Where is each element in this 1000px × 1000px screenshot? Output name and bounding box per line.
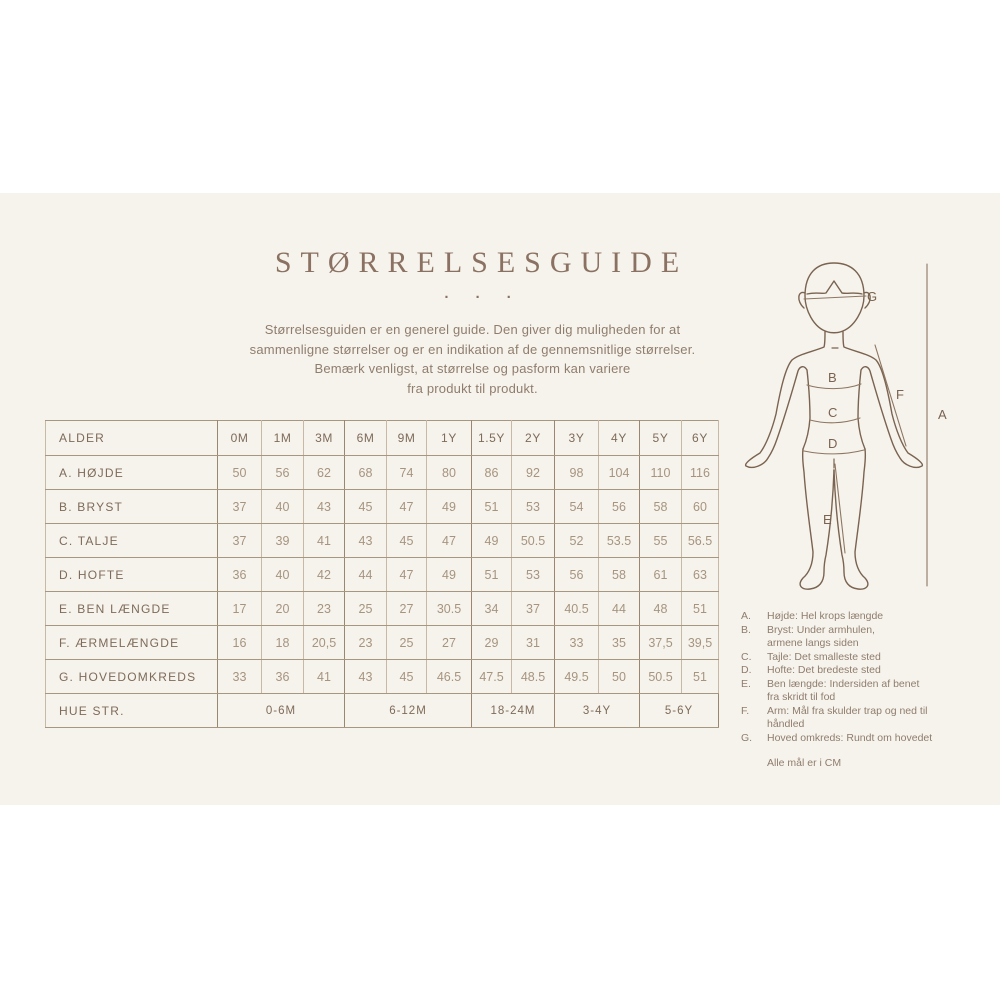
value-cell: 52 (555, 524, 599, 558)
value-cell: 40 (262, 490, 304, 524)
value-cell: 51 (472, 490, 512, 524)
value-cell: 60 (682, 490, 719, 524)
value-cell: 49 (472, 524, 512, 558)
legend-text (767, 705, 927, 732)
row-label: G. HOVEDOMKREDS (46, 660, 218, 694)
value-cell: 40 (262, 558, 304, 592)
header-cell-size: 2Y (512, 421, 555, 456)
value-cell: 45 (387, 524, 427, 558)
figure-label-b: B (828, 370, 837, 385)
value-cell: 50 (599, 660, 640, 694)
value-cell: 68 (345, 456, 387, 490)
legend-text-line: fra skridt til fod (767, 691, 836, 703)
header-cell-size: 1M (262, 421, 304, 456)
figure-right-leg (834, 449, 868, 589)
value-cell: 63 (682, 558, 719, 592)
intro-line: sammenligne størrelser og er en indikation af de gennemsnitlige størrelser. (249, 341, 696, 357)
legend-item (741, 610, 991, 624)
figure-label-e: E (823, 512, 832, 527)
value-cell: 35 (599, 626, 640, 660)
table-row (46, 558, 719, 592)
value-cell: 47 (427, 524, 472, 558)
child-figure (733, 252, 973, 597)
value-cell: 42 (304, 558, 345, 592)
value-cell: 41 (304, 524, 345, 558)
value-cell: 56 (262, 456, 304, 490)
legend-text-line: Bryst: Under armhulen, (767, 623, 875, 636)
legend-text (767, 624, 875, 651)
value-cell: 54 (555, 490, 599, 524)
legend-text (767, 678, 919, 705)
value-cell: 37 (512, 592, 555, 626)
measure-line-g (804, 296, 866, 299)
value-cell: 41 (304, 660, 345, 694)
value-cell: 51 (682, 592, 719, 626)
value-cell: 18 (262, 626, 304, 660)
value-cell: 49.5 (555, 660, 599, 694)
header-cell-size: 1.5Y (472, 421, 512, 456)
legend-item (741, 705, 991, 732)
value-cell: 46.5 (427, 660, 472, 694)
value-cell: 25 (387, 626, 427, 660)
value-cell: 33 (218, 660, 262, 694)
value-cell: 20,5 (304, 626, 345, 660)
intro-line: Bemærk venligst, at størrelse og pasform kan variere (314, 361, 631, 376)
value-cell: 48.5 (512, 660, 555, 694)
intro-line: fra produkt til produkt. (407, 380, 538, 396)
legend-note: Alle mål er i CM (767, 757, 842, 769)
legend-letter: C. (741, 650, 752, 663)
legend-item (741, 624, 991, 651)
row-label: E. BEN LÆNGDE (46, 592, 218, 626)
value-cell: 43 (345, 524, 387, 558)
size-table (45, 420, 719, 728)
value-cell: 92 (512, 456, 555, 490)
value-cell: 51 (682, 660, 719, 694)
value-cell: 110 (640, 456, 682, 490)
value-cell: 43 (345, 660, 387, 694)
header-cell-size: 3M (304, 421, 345, 456)
figure-left-side (746, 332, 825, 467)
value-cell: 39 (262, 524, 304, 558)
value-cell: 53.5 (599, 524, 640, 558)
table-row (46, 456, 719, 490)
value-cell: 61 (640, 558, 682, 592)
figure-hairline (807, 281, 862, 294)
hue-group-cell: 5-6Y (640, 694, 719, 728)
legend-text-line: armene langs siden (767, 637, 859, 649)
value-cell: 44 (599, 592, 640, 626)
table-header-row (46, 421, 719, 456)
value-cell: 31 (512, 626, 555, 660)
legend-text-line: Tajle: Det smalleste sted (767, 650, 881, 663)
value-cell: 34 (472, 592, 512, 626)
legend-letter: G. (741, 731, 753, 744)
measurement-legend (741, 610, 991, 771)
legend-item (741, 732, 991, 746)
value-cell: 27 (427, 626, 472, 660)
value-cell: 36 (218, 558, 262, 592)
value-cell: 116 (682, 456, 719, 490)
table-row (46, 660, 719, 694)
figure-label-d: D (828, 436, 838, 451)
value-cell: 33 (555, 626, 599, 660)
value-cell: 16 (218, 626, 262, 660)
header-cell-size: 5Y (640, 421, 682, 456)
header-cell-size: 0M (218, 421, 262, 456)
header-cell-size: 4Y (599, 421, 640, 456)
value-cell: 20 (262, 592, 304, 626)
value-cell: 23 (304, 592, 345, 626)
value-cell: 47 (387, 490, 427, 524)
figure-label-g: G (867, 289, 878, 304)
value-cell: 58 (599, 558, 640, 592)
row-label: C. TALJE (46, 524, 218, 558)
legend-text-line: Hofte: Det bredeste sted (767, 664, 881, 676)
figure-label-a: A (938, 407, 947, 422)
value-cell: 44 (345, 558, 387, 592)
value-cell: 37 (218, 490, 262, 524)
hue-size-row (46, 694, 719, 728)
figure-label-f: F (896, 387, 904, 402)
value-cell: 48 (640, 592, 682, 626)
header-cell-size: 6M (345, 421, 387, 456)
legend-letter: F. (741, 704, 750, 717)
value-cell: 80 (427, 456, 472, 490)
legend-item (741, 678, 991, 705)
value-cell: 25 (345, 592, 387, 626)
value-cell: 50 (218, 456, 262, 490)
header-cell-size: 6Y (682, 421, 719, 456)
hue-group-cell: 0-6M (218, 694, 345, 728)
figure-label-c: C (828, 405, 838, 420)
legend-item (741, 664, 991, 678)
value-cell: 40.5 (555, 592, 599, 626)
value-cell: 39,5 (682, 626, 719, 660)
value-cell: 74 (387, 456, 427, 490)
hue-group-cell: 3-4Y (555, 694, 640, 728)
table-row (46, 524, 719, 558)
legend-text-line: Højde: Hel krops længde (767, 610, 884, 622)
header-cell-size: 9M (387, 421, 427, 456)
table-row (46, 626, 719, 660)
row-label: A. HØJDE (46, 456, 218, 490)
header-cell-size: 1Y (427, 421, 472, 456)
value-cell: 47 (387, 558, 427, 592)
hue-group-cell: 18-24M (472, 694, 555, 728)
legend-text (767, 610, 883, 624)
value-cell: 30.5 (427, 592, 472, 626)
figure-ear-left (799, 292, 805, 308)
value-cell: 49 (427, 490, 472, 524)
legend-text-line: Arm: Mål fra skulder trap og ned til (767, 704, 928, 717)
legend-letter: B. (741, 623, 751, 636)
header-cell-size: 3Y (555, 421, 599, 456)
legend-text-line: Ben længde: Indersiden af benet (767, 677, 920, 690)
value-cell: 27 (387, 592, 427, 626)
value-cell: 37,5 (640, 626, 682, 660)
value-cell: 56 (599, 490, 640, 524)
value-cell: 47.5 (472, 660, 512, 694)
value-cell: 45 (345, 490, 387, 524)
figure-right-side (843, 332, 922, 467)
header-cell-alder: ALDER (46, 421, 218, 456)
hue-group-cell: 6-12M (345, 694, 472, 728)
value-cell: 23 (345, 626, 387, 660)
value-cell: 17 (218, 592, 262, 626)
legend-text-line: Hoved omkreds: Rundt om hovedet (767, 731, 933, 744)
value-cell: 50.5 (512, 524, 555, 558)
value-cell: 58 (640, 490, 682, 524)
page-title: STØRRELSESGUIDE (274, 246, 689, 279)
legend-letter: E. (741, 677, 751, 690)
value-cell: 98 (555, 456, 599, 490)
value-cell: 45 (387, 660, 427, 694)
legend-item (741, 651, 991, 665)
value-cell: 86 (472, 456, 512, 490)
legend-text (767, 664, 881, 678)
intro-line: Størrelsesguiden er en generel guide. Den giver dig muligheden for at (264, 322, 681, 337)
value-cell: 56 (555, 558, 599, 592)
legend-text (767, 732, 932, 746)
row-label: B. BRYST (46, 490, 218, 524)
legend-letter: D. (741, 664, 752, 676)
row-label: D. HOFTE (46, 558, 218, 592)
legend-letter: A. (741, 610, 751, 622)
row-label: F. ÆRMELÆNGDE (46, 626, 218, 660)
value-cell: 62 (304, 456, 345, 490)
value-cell: 53 (512, 558, 555, 592)
legend-text-line: håndled (767, 718, 805, 730)
value-cell: 104 (599, 456, 640, 490)
value-cell: 43 (304, 490, 345, 524)
value-cell: 36 (262, 660, 304, 694)
value-cell: 29 (472, 626, 512, 660)
table-row (46, 592, 719, 626)
value-cell: 51 (472, 558, 512, 592)
value-cell: 37 (218, 524, 262, 558)
value-cell: 55 (640, 524, 682, 558)
legend-text (767, 651, 881, 665)
value-cell: 53 (512, 490, 555, 524)
title-divider-dots: · · · (444, 289, 523, 306)
value-cell: 50.5 (640, 660, 682, 694)
size-table-wrapper (45, 420, 719, 728)
value-cell: 56.5 (682, 524, 719, 558)
value-cell: 49 (427, 558, 472, 592)
table-row (46, 490, 719, 524)
row-label: HUE STR. (46, 694, 218, 728)
